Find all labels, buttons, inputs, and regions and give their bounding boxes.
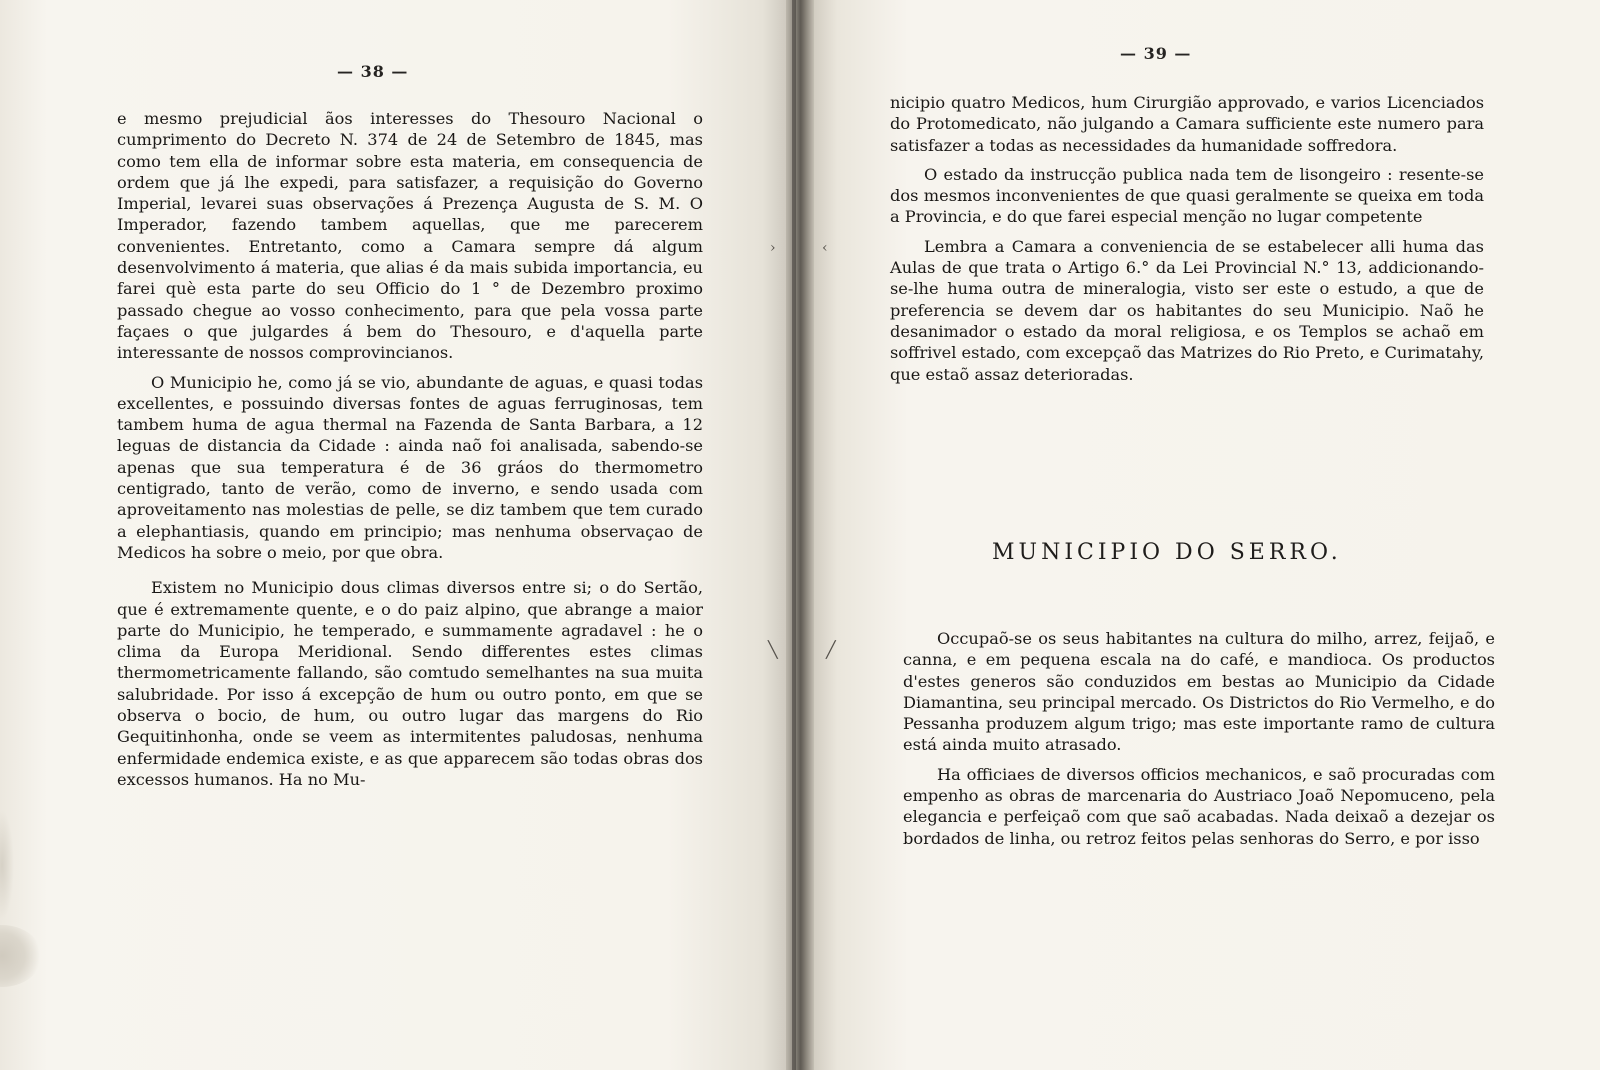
right-text-column-bottom — [903, 628, 1495, 849]
section-heading: MUNICIPIO DO SERRO. — [992, 540, 1342, 565]
paragraph: O Municipio he, como já se vio, abundante de aguas, e quasi todas excellentes, e possuindo diversas fontes de aguas ferruginosas, tem tambem huma de agua thermal na Fazenda de Santa Barbara, a 12 leguas de distancia da Cidade : ainda naõ foi analisada, sabendo-se apenas que sua temperatura é de 36 gráos do thermometro centigrado, tanto de verão, como de inverno, e sendo usada com aproveitamento nas molestias de pelle, se diz tambem que tem curado a elephantiasis, quando em principio; mas nenhuma observaçao de Medicos ha sobre o meio, por que obra. — [117, 372, 703, 562]
margin-mark-icon: ╱ — [826, 640, 836, 659]
paragraph: Existem no Municipio dous climas diversos entre si; o do Sertão, que é extremamente quente, e o do paiz alpino, que abrange a maior parte do Municipio, he temperado, e summamente agradavel : he o clima da Europa Meridional. Sendo differentes estes climas thermometricamente fallando, são comtudo semelhantes na sua muita salubridade. Por isso á excepção de hum ou outro ponto, em que se observa o bocio, de hum, ou outro lugar das margens do Rio Gequitinhonha, onde se veem as intermitentes paludosas, nenhuma enfermidade endemica existe, e as que apparecem são todas obras dos excessos humanos. Ha no Mu- — [117, 578, 703, 789]
paragraph: Ha officiaes de diversos officios mechanicos, e saõ procuradas com empenho as obras de marcenaria do Austriaco Joaõ Nepomuceno, pela elegancia e perfeiçaõ com que saõ acabadas. Nada deixaõ a dezejar os bordados de linha, ou retroz feitos pelas senhoras do Serro, e por isso — [903, 764, 1495, 848]
left-text-column — [117, 108, 703, 790]
margin-mark-icon: › — [770, 240, 776, 256]
right-text-column-top — [890, 92, 1484, 385]
paragraph: nicipio quatro Medicos, hum Cirurgião approvado, e varios Licenciados do Protomedicato, não julgando a Camara sufficiente este numero para satisfazer a todas as necessidades da humanidade soffredora. — [890, 93, 1484, 155]
paragraph: O estado da instrucção publica nada tem de lisongeiro : resente-se dos mesmos inconvenientes de que quasi geralmente se queixa em toda a Provincia, e do que farei especial menção no lugar competente — [890, 164, 1484, 227]
page-number-left: — 38 — — [337, 62, 409, 81]
paper-stain — [0, 810, 14, 920]
book-gutter — [786, 0, 814, 1070]
paragraph: Occupaõ-se os seus habitantes na cultura do milho, arrez, feijaõ, e canna, e em pequena escala na do café, e mandioca. Os productos d'estes generos são conduzidos em bestas ao Municipio da Cidade Diamantina, seu principal mercado. Os Districtos do Rio Vermelho, e do Pessanha produzem algum trigo; mas este importante ramo de cultura está ainda muito atrasado. — [903, 629, 1495, 755]
page-number-right: — 39 — — [1120, 44, 1192, 63]
paper-stain — [0, 925, 42, 987]
left-page — [0, 0, 786, 1070]
margin-mark-icon: ╲ — [768, 640, 778, 659]
paragraph: e mesmo prejudicial ãos interesses do Thesouro Nacional o cumprimento do Decreto N. 374 de 24 de Setembro de 1845, mas como tem ella de informar sobre esta materia, em consequencia de ordem que já lhe expedi, para satisfazer, a requisição do Governo Imperial, levarei suas observações á Prezença Augusta de S. M. O Imperador, fazendo tambem aquellas, que me parecerem convenientes. Entretanto, como a Camara sempre dá algum desenvolvimento á materia, que alias é da mais subida importancia, eu farei què esta parte do seu Officio do 1 ° de Dezembro proximo passado chegue ao vosso conhecimento, para que pela vossa parte façaes o que julgardes á bem do Thesouro, e d'aquella parte interessante de nossos comprovincianos. — [117, 109, 703, 363]
paragraph: Lembra a Camara a conveniencia de se estabelecer alli huma das Aulas de que trata o Artigo 6.° da Lei Provincial N.° 13, addicionando-se-lhe huma outra de mineralogia, visto ser este o estudo, a que de preferencia se devem dar os habitantes do seu Municipio. Naõ he desanimador o estado da moral religiosa, e os Templos se achaõ em soffrivel estado, com excepçaõ das Matrizes do Rio Preto, e Curimatahy, que estaõ assaz deterioradas. — [890, 236, 1484, 384]
gutter-shadow — [792, 0, 796, 1070]
margin-mark-icon: ‹ — [822, 240, 828, 256]
